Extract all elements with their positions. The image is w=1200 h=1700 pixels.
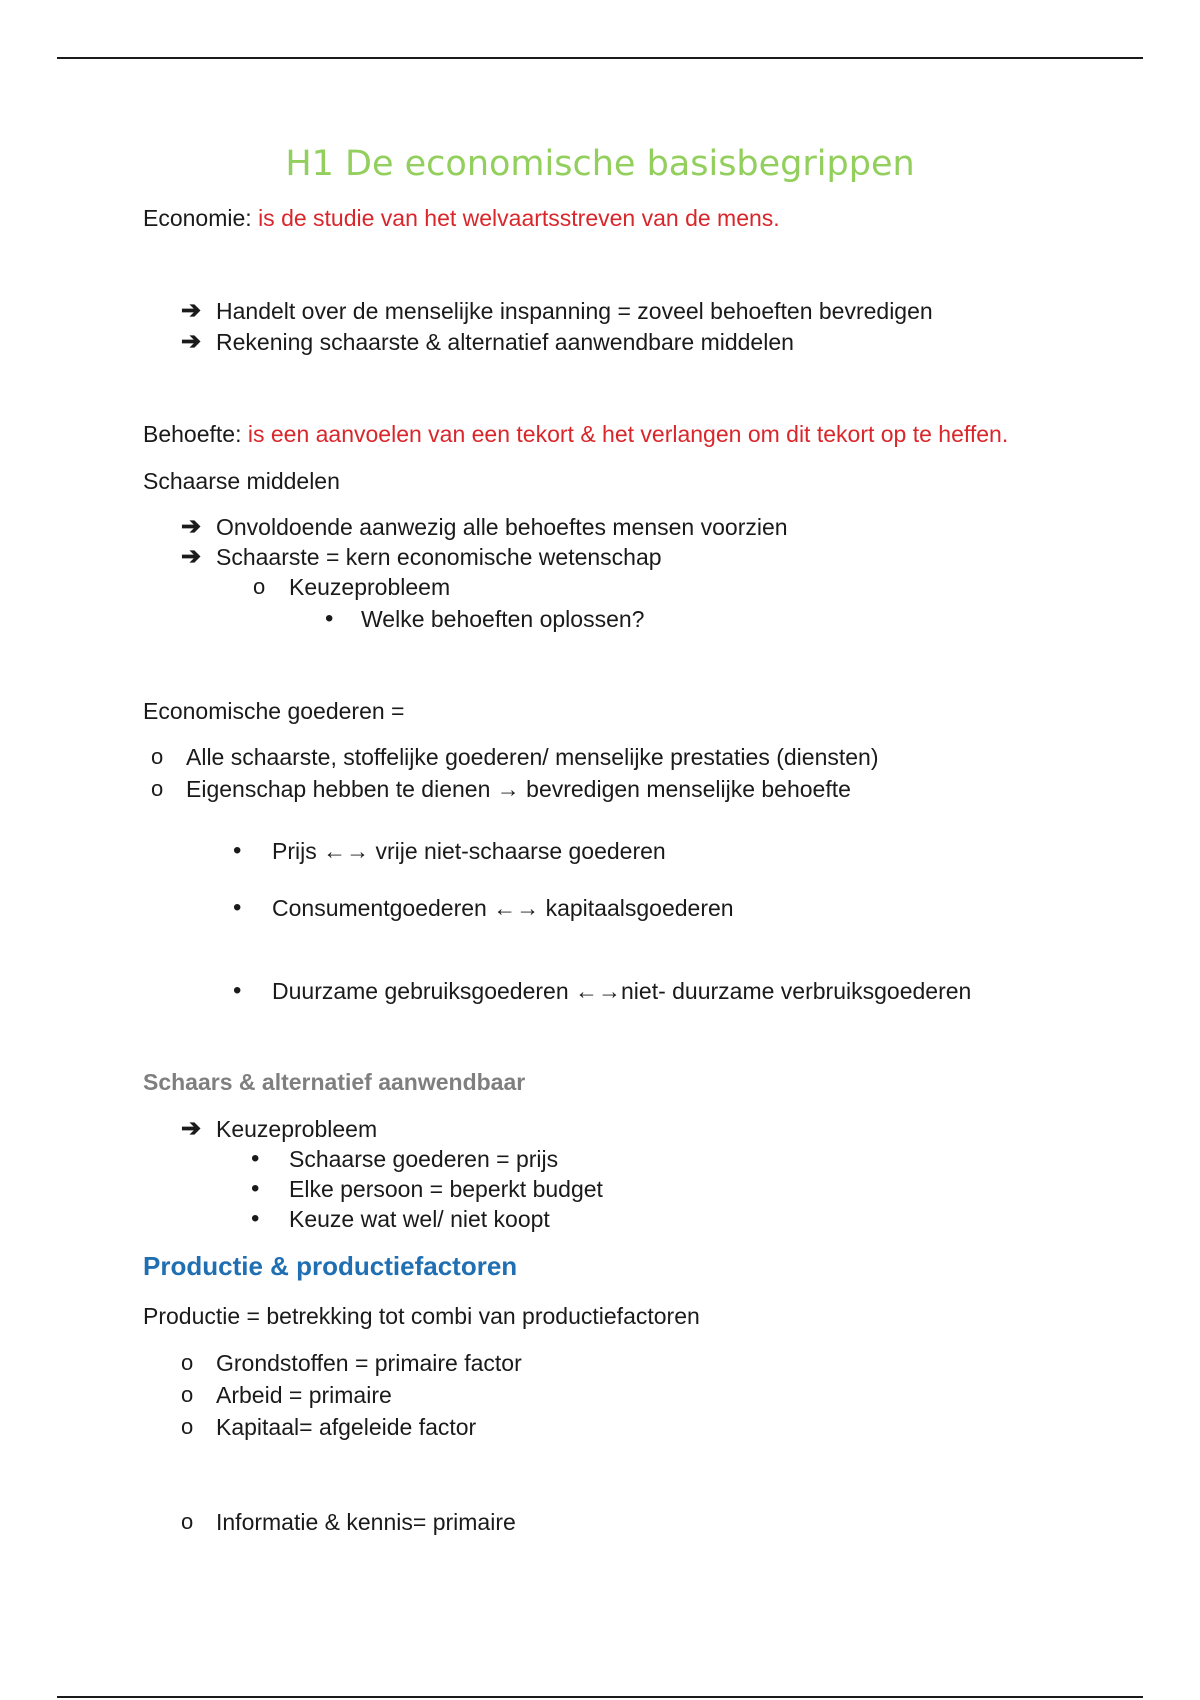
dot-bullet-icon: • [251,1175,260,1202]
arrow-icon: ➔ [181,328,202,355]
dot-bullet-icon: • [233,837,242,864]
economie-definition [143,203,780,233]
arrow-icon: ➔ [181,543,202,570]
productie-item: Arbeid = primaire [216,1382,392,1408]
circle-bullet-icon: o [181,1382,194,1407]
economie-label: Economie: [143,205,259,231]
goederen-heading: Economische goederen = [143,698,405,724]
dot-bullet-icon: • [325,605,334,632]
schaarse-subsub: Welke behoeften oplossen? [361,606,645,632]
schaars-alt-heading: Schaars & alternatief aanwendbaar [143,1069,526,1095]
goederen-item: Alle schaarste, stoffelijke goederen/ menselijke prestaties (diensten) [186,744,879,770]
schaars-alt-bullet: Elke persoon = beperkt budget [289,1176,603,1202]
dot-bullet-icon: • [251,1145,260,1172]
top-rule [57,57,1143,59]
productie-item: Kapitaal= afgeleide factor [216,1414,477,1440]
schaarse-point: Onvoldoende aanwezig alle behoeftes mensen voorzien [216,514,788,540]
circle-bullet-icon: o [181,1509,194,1534]
economie-text: is de studie van het welvaartsstreven van de mens. [258,205,780,231]
schaarse-heading: Schaarse middelen [143,468,340,494]
productie-definition: Productie = betrekking tot combi van productiefactoren [143,1303,700,1329]
schaars-alt-point: Keuzeprobleem [216,1116,378,1142]
behoefte-text: is een aanvoelen van een tekort & het verlangen om dit tekort op te heffen. [247,421,1009,447]
schaarse-point: Schaarste = kern economische wetenschap [216,544,662,570]
circle-bullet-icon: o [151,776,164,801]
arrow-icon: ➔ [181,297,202,324]
schaars-alt-bullet: Schaarse goederen = prijs [289,1146,559,1172]
page-title: H1 De economische basisbegrippen [285,144,915,184]
schaars-alt-bullet: Keuze wat wel/ niet koopt [289,1206,550,1232]
bottom-rule [57,1696,1143,1698]
dot-bullet-icon: • [233,894,242,921]
economie-point: Handelt over de menselijke inspanning = zoveel behoeften bevredigen [216,298,933,324]
circle-bullet-icon: o [253,574,266,599]
goederen-bullet: Prijs ←→ vrije niet-schaarse goederen [272,838,666,864]
circle-bullet-icon: o [151,744,164,769]
economie-point: Rekening schaarste & alternatief aanwendbare middelen [216,329,794,355]
circle-bullet-icon: o [181,1350,194,1375]
dot-bullet-icon: • [251,1205,260,1232]
productie-heading: Productie & productiefactoren [143,1251,518,1281]
arrow-icon: ➔ [181,1115,202,1142]
goederen-item: Eigenschap hebben te dienen → bevredigen menselijke behoefte [186,776,851,802]
behoefte-definition [143,419,1008,449]
productie-extra: Informatie & kennis= primaire [216,1509,516,1535]
productie-item: Grondstoffen = primaire factor [216,1350,522,1376]
dot-bullet-icon: • [233,977,242,1004]
circle-bullet-icon: o [181,1414,194,1439]
arrow-icon: ➔ [181,513,202,540]
goederen-bullet: Duurzame gebruiksgoederen ←→niet- duurzame verbruiksgoederen [272,978,972,1004]
schaarse-sub: Keuzeprobleem [289,574,451,600]
goederen-bullet: Consumentgoederen ←→ kapitaalsgoederen [272,895,734,921]
behoefte-label: Behoefte: [143,421,248,447]
